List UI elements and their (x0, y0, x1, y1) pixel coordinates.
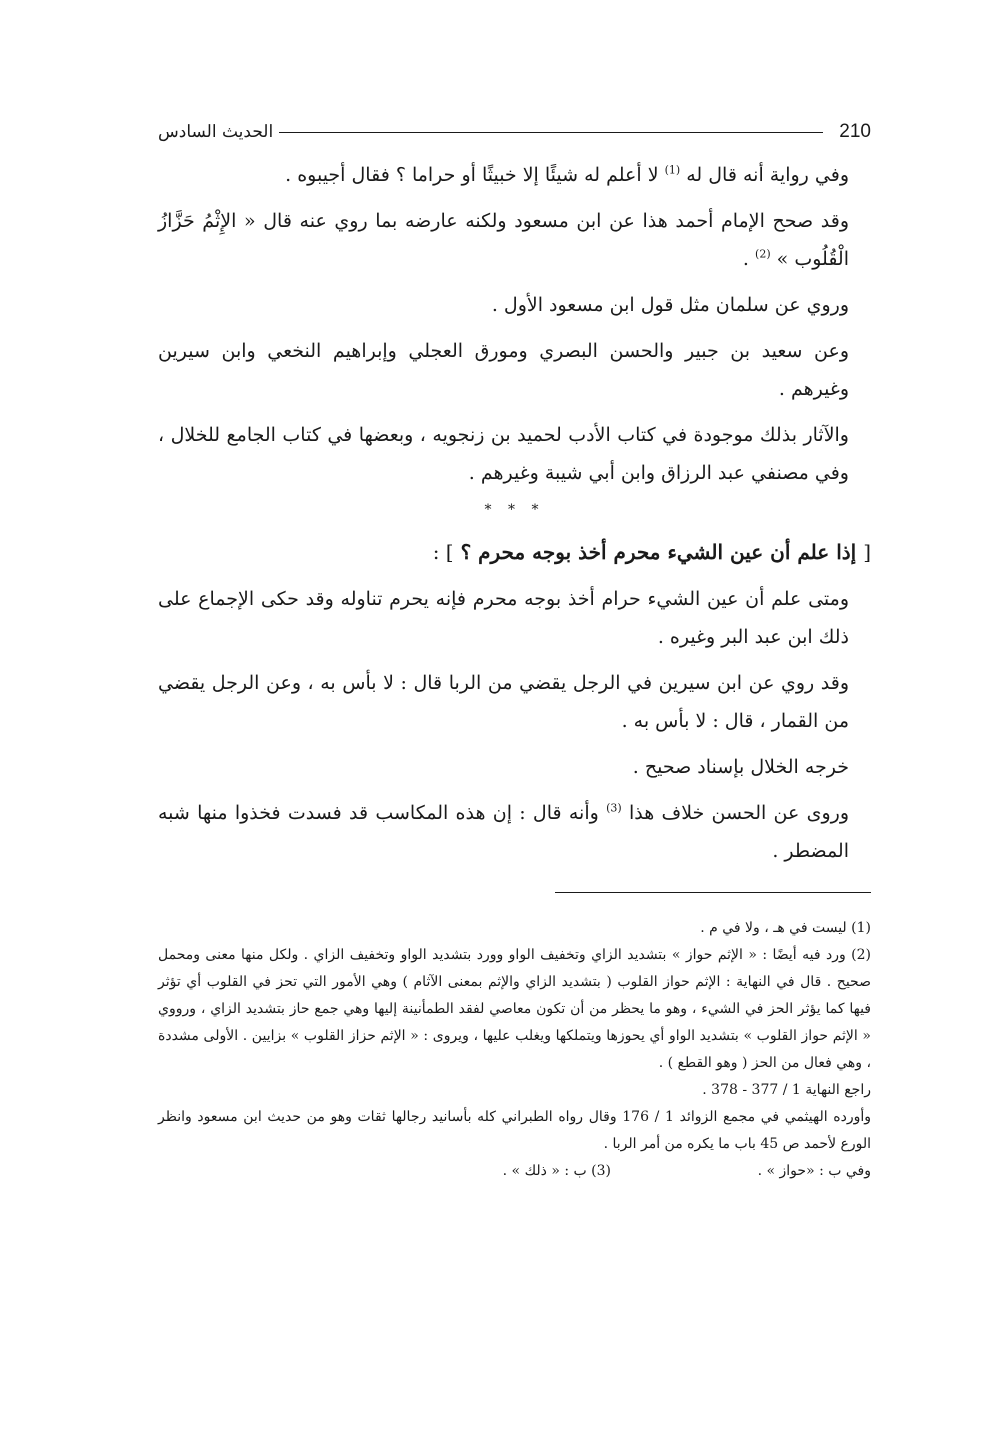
footnote-3: (3) ب : « ذلك » . (502, 1163, 611, 1179)
heading-open-bracket: [ (863, 540, 871, 564)
paragraph-2-text: وقد صحح الإمام أحمد هذا عن ابن مسعود ولكنه عارضه بما روي عنه قال « الإِثْمُ حَزَّازُ الْقُلُوب » (158, 210, 849, 270)
footnote-2-variant: وفي ب : «حواز » . (757, 1163, 871, 1179)
paragraph-5: والآثار بذلك موجودة في كتاب الأدب لحميد بن زنجويه ، وبعضها في كتاب الجامع للخلال ، وفي مصنفي عبد الرزاق وابن أبي شيبة وغيرهم . (158, 424, 849, 484)
footnote-2-reference: راجع النهاية 1 / 377 - 378 . (702, 1082, 871, 1098)
footnotes (158, 915, 871, 1185)
paragraph-9-text: وروى عن الحسن خلاف هذا (628, 802, 850, 824)
page-header (158, 118, 871, 146)
paragraph-4: وعن سعيد بن جبير والحسن البصري ومورق العجلي وإبراهيم النخعي وابن سيرين وغيرهم . (158, 340, 849, 400)
paragraph-1-rest: لا أعلم له شيئًا إلا خبيثًا أو حراما ؟ فقال أجيبوه . (285, 164, 659, 186)
paragraph-1-text: وفي رواية أنه قال له (686, 164, 849, 186)
footnote-ref-1: (1) (664, 163, 681, 177)
footnote-last-line (158, 1158, 871, 1185)
footnote-2-extra: وأورده الهيثمي في مجمع الزوائد 1 / 176 وقال رواه الطبراني كله بأسانيد رجالها ثقات وهو من حديث ابن مسعود وانظر الورع لأحمد ص 45 باب ما يكره من أمر الربا . (158, 1109, 871, 1152)
paragraph-2-rest: . (742, 248, 749, 270)
footnote-1: (1) ليست في هـ ، ولا في م . (700, 920, 871, 936)
main-text (158, 156, 871, 870)
heading-text: إذا علم أن عين الشيء محرم أخذ بوجه محرم ؟ (460, 540, 857, 564)
footnote-ref-3: (3) (606, 801, 622, 815)
paragraph-7: وقد روي عن ابن سيرين في الرجل يقضي من الربا قال : لا بأس به ، وعن الرجل يقضي من القمار ، قال : لا بأس به . (158, 672, 849, 732)
page-number: 210 (839, 121, 871, 142)
paragraph-6: ومتى علم أن عين الشيء حرام أخذ بوجه محرم فإنه يحرم تناوله وقد حكى الإجماع على ذلك ابن عبد البر وغيره . (158, 588, 849, 648)
section-separator: * * * (484, 502, 545, 518)
heading-close-bracket: ] : (432, 540, 454, 564)
paragraph-9-rest: وأنه قال : إن هذه المكاسب قد فسدت فخذوا منها شبه المضطر . (158, 802, 849, 862)
footnote-2: (2) ورد فيه أيضًا : « الإثم حواز » بتشديد الزاي وتخفيف الواو وورد بتشديد الواو وتخفيف الزاي . ولكل منها معنى ومحمل صحيح . قال في النهاية : الإثم حواز القلوب ( بتشديد الزاي والإثم بمعنى الآثام ) وهي الأمور التي تحز في القلوب أي تؤثر فيها كما يؤثر الحز في الشيء ، وهو ما يحظر من أن تكون معاصي لفقد الطمأنينة إليها وهي جمع حاز بتشديد الزاي ، ورووي « الإثم حواز القلوب » بتشديد الواو أي يحوزها ويتملكها ويغلب عليها ، ويروى : « الإثم حزاز القلوب » بزايين . الأولى مشددة ، وهي فعال من الحز ( وهو القطع ) . (158, 947, 872, 1071)
footnote-ref-2: (2) (755, 247, 771, 261)
paragraph-2 (158, 202, 871, 278)
section-heading (158, 532, 871, 572)
running-title: الحديث السادس (158, 122, 274, 142)
paragraph-3: وروي عن سلمان مثل قول ابن مسعود الأول . (491, 294, 849, 316)
header-rule (279, 132, 823, 133)
paragraph-8: خرجه الخلال بإسناد صحيح . (632, 756, 849, 778)
footnote-rule (555, 892, 871, 893)
paragraph-1 (158, 156, 871, 194)
paragraph-9 (158, 794, 871, 870)
